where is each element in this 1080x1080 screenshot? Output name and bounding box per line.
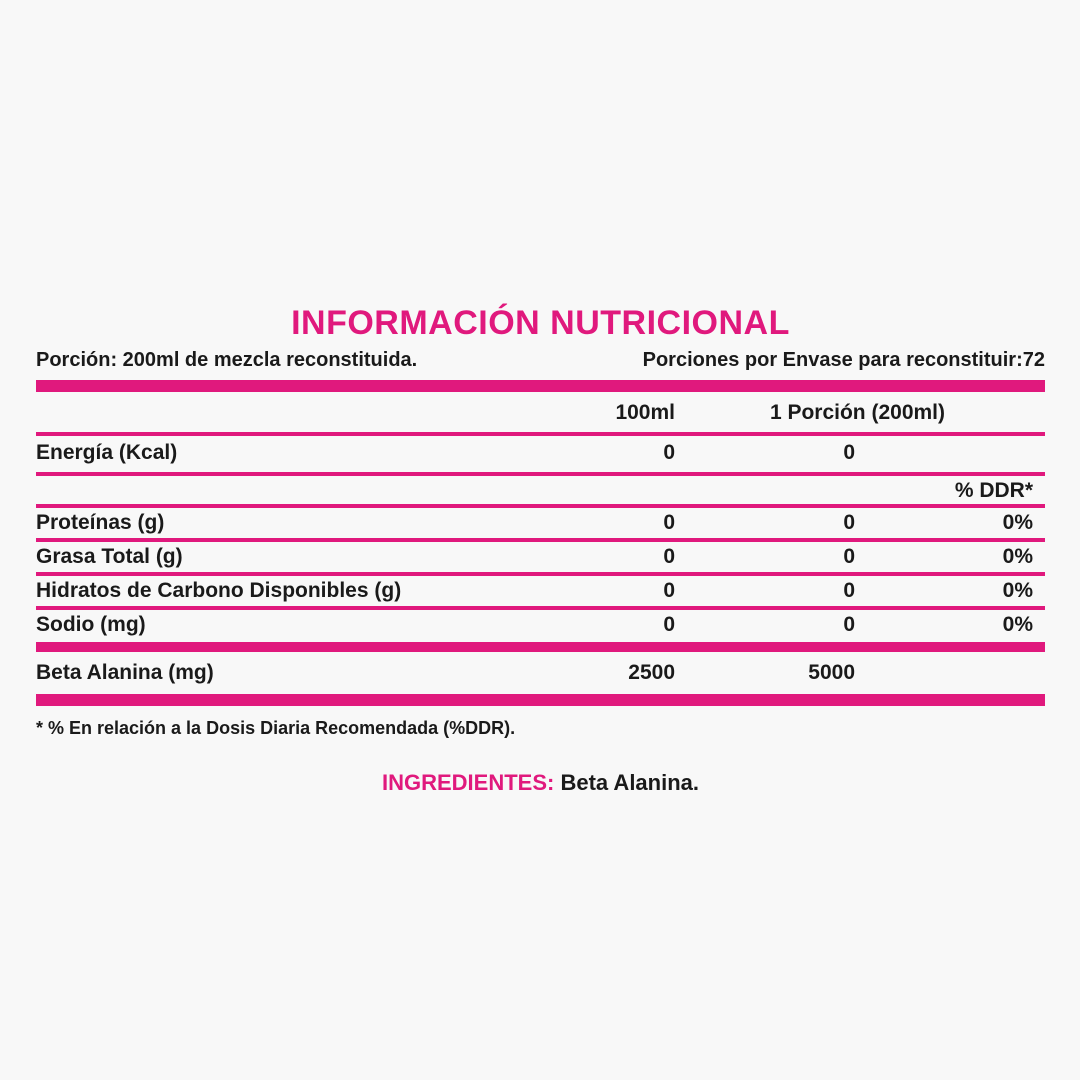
value-100ml: 0 xyxy=(663,441,675,464)
divider-thick xyxy=(36,694,1045,706)
value-100ml: 0 xyxy=(663,579,675,602)
nutrient-name: Hidratos de Carbono Disponibles (g) xyxy=(36,579,402,602)
value-100ml: 2500 xyxy=(628,661,675,684)
nutrient-row xyxy=(36,508,1045,538)
beta-alanine-row xyxy=(36,654,1045,692)
value-portion: 5000 xyxy=(808,661,855,684)
value-100ml: 0 xyxy=(663,613,675,636)
nutrient-row xyxy=(36,542,1045,572)
nutrient-name: Energía (Kcal) xyxy=(36,441,178,464)
value-100ml: 0 xyxy=(663,545,675,568)
nutrient-name: Grasa Total (g) xyxy=(36,545,183,568)
serving-size: Porción: 200ml de mezcla reconstituida. xyxy=(36,349,418,371)
divider-thick xyxy=(36,642,1045,652)
footnote: * % En relación a la Dosis Diaria Recomendada (%DDR). xyxy=(36,718,516,738)
energy-row xyxy=(36,438,1045,472)
value-portion: 0 xyxy=(843,545,855,568)
ddr-header-row xyxy=(36,476,1045,504)
value-100ml: 0 xyxy=(663,511,675,534)
nutrient-name: Sodio (mg) xyxy=(36,613,146,636)
servings-per-container: Porciones por Envase para reconstituir:72 xyxy=(642,349,1045,371)
serving-info xyxy=(36,346,1045,374)
ingredients-value: Beta Alanina. xyxy=(554,770,700,795)
column-header-portion: 1 Porción (200ml) xyxy=(769,401,945,424)
nutrient-name: Beta Alanina (mg) xyxy=(36,661,214,684)
ingredients xyxy=(36,770,1045,796)
column-header-row xyxy=(36,398,1045,432)
value-ddr: 0% xyxy=(1002,545,1033,568)
label-title: INFORMACIÓN NUTRICIONAL xyxy=(291,304,790,342)
divider-thick xyxy=(36,380,1045,392)
value-ddr: 0% xyxy=(1002,579,1033,602)
ddr-header: % DDR* xyxy=(954,479,1033,502)
value-portion: 0 xyxy=(843,511,855,534)
value-ddr: 0% xyxy=(1002,511,1033,534)
divider xyxy=(36,432,1045,436)
value-portion: 0 xyxy=(843,579,855,602)
ingredients-label: INGREDIENTES: xyxy=(381,770,555,795)
value-portion: 0 xyxy=(843,441,855,464)
column-header-100ml: 100ml xyxy=(615,401,675,424)
value-ddr: 0% xyxy=(1002,613,1033,636)
nutrient-row xyxy=(36,576,1045,606)
nutrition-label xyxy=(36,300,1045,796)
nutrient-name: Proteínas (g) xyxy=(36,511,165,534)
value-portion: 0 xyxy=(843,613,855,636)
nutrient-row xyxy=(36,610,1045,640)
